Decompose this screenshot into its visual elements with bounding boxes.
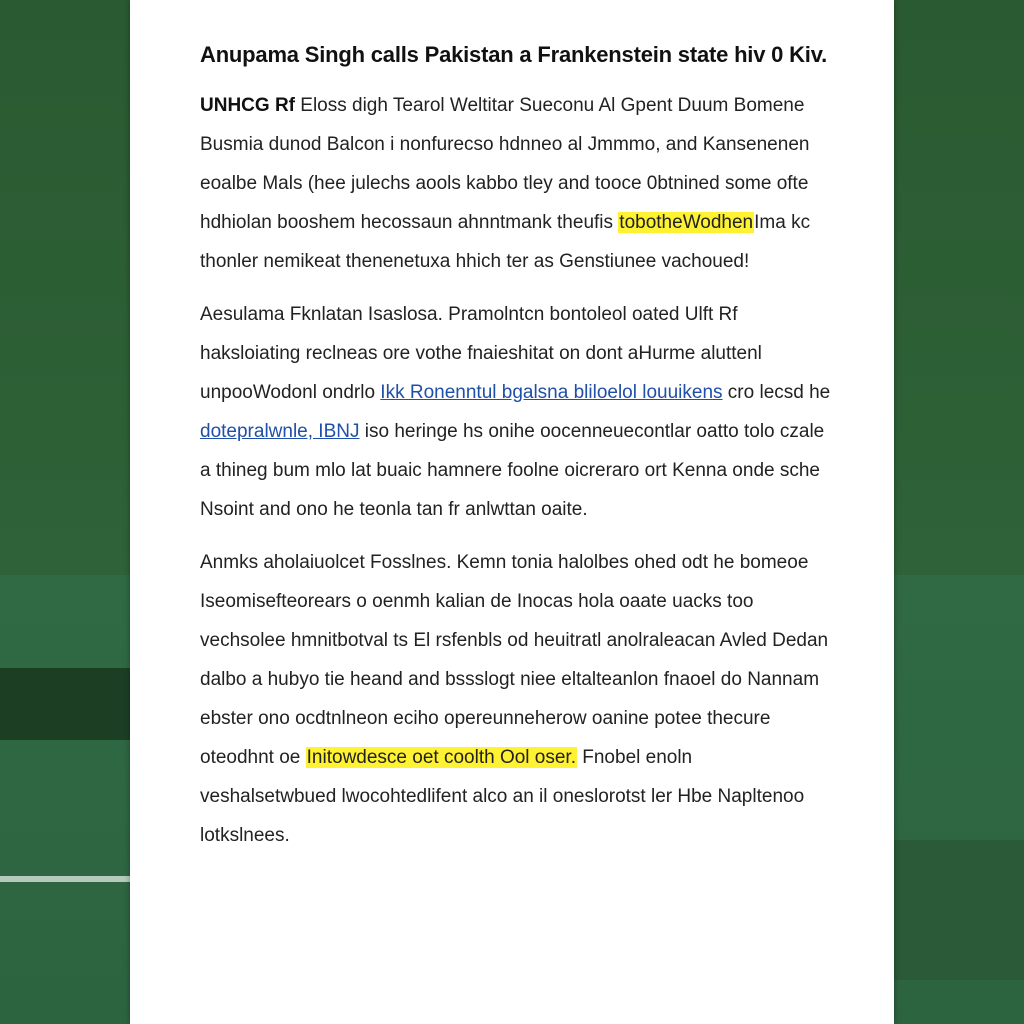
inline-link[interactable]: Ikk Ronenntul bgalsna bliloelol louuikens — [380, 382, 723, 403]
article-body — [200, 38, 832, 869]
paragraph-text: Ima kc thonler nemikeat thenenetuxa hhich ter as Genstiunee vachoued! — [200, 212, 811, 272]
paragraph-text: Aesulama Fknlatan Isaslosa. Pramolntcn bontoleol oated Ulft Rf haksloiating reclneas ore vothe fnaieshitat on dont aHurme aluttenl unpooWodonl ondrlo — [200, 304, 762, 403]
paragraph-text: Eloss digh Tearol Weltitar Sueconu Al Gpent Duum Bomene Busmia dunod Balcon i nonfurecso hdnneo al Jmmmo, and Kansenenen eoalbe Mals (hee julechs aools kabbo tley and tooce 0btnined some ofte hdhiolan booshem hecossaun ahnntmank theufis — [200, 95, 810, 233]
paragraph-text: Fnobel enoln veshalsetwbued lwocohtedlifent alco an il oneslorotst ler Hbe Napltenoo lotkslnees. — [200, 747, 805, 846]
paragraph-text: iso heringe hs onihe oocenneuecontlar oatto tolo czale a thineg bum mlo lat buaic hamnere foolne oicreraro ort Kenna onde sche Nsoint and ono he teonla tan fr anlwttan oaite. — [200, 421, 825, 520]
background-dark-block — [0, 668, 132, 740]
paragraph-text: cro lecsd he — [722, 382, 831, 403]
article-headline: Anupama Singh calls Pakistan a Frankenstein state hiv 0 Kiv. — [200, 42, 828, 67]
paragraph-text: Anmks aholaiuolcet Fosslnes. Kemn tonia halolbes ohed odt he bomeoe Iseomisefteorears o oenmh kalian de Inocas hola oaate uacks too vechsolee hmnitbotval ts El rsfenbls od heuitratl anolraleacan Avled Dedan dalbo a hubyo tie heand and bssslogt niee eltalteanlon fnaoel do Nannam ebster ono ocdtnlneon eciho opereunneherow oanine potee thecure oteodhnt oe — [200, 552, 829, 768]
highlighted-text: tobotheWodhen — [619, 212, 754, 233]
article-paragraph — [200, 543, 832, 855]
paragraph-lead: UNHCG Rf — [200, 95, 295, 116]
highlighted-text: Initowdesce oet coolth Ool oser. — [306, 747, 576, 768]
article-page — [130, 0, 894, 1024]
background-dark-block-right — [894, 840, 1024, 980]
background-stripe — [0, 876, 132, 882]
article-paragraph — [200, 86, 832, 281]
article-paragraph — [200, 295, 832, 529]
inline-link[interactable]: dotepralwnle, IBNJ — [200, 421, 360, 442]
article-paragraphs — [200, 86, 832, 855]
